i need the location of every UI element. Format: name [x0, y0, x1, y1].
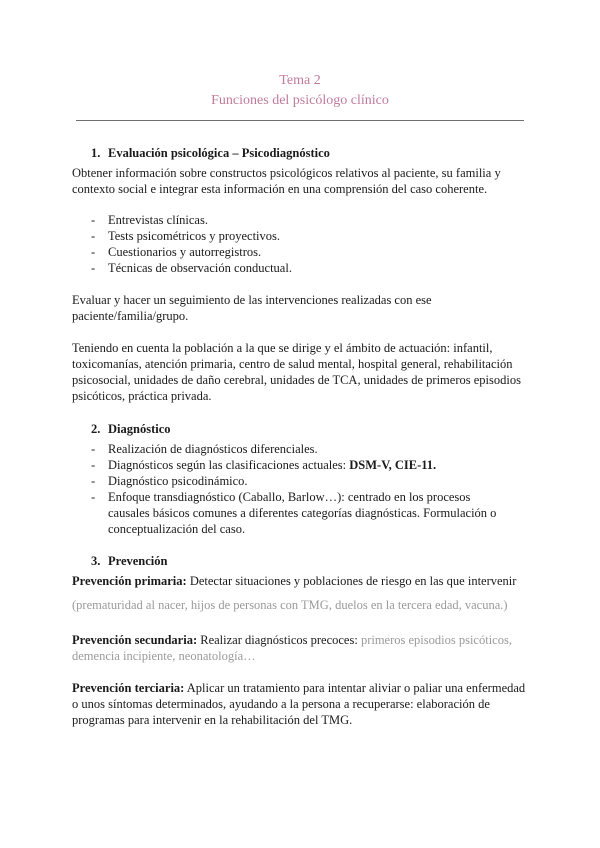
section-3-heading: [91, 553, 167, 569]
section-2-heading: [91, 421, 171, 437]
list-item: - Enfoque transdiagnóstico (Caballo, Barlow…): centrado en los procesos causales básicos comunes a diferentes categorías diagnósticas. Formulación o conceptualización del caso.: [91, 489, 511, 537]
evaluation-techniques-list: [91, 212, 511, 276]
diagnosis-list: [91, 441, 511, 537]
secondary-prevention-text: Realizar diagnósticos precoces:: [197, 633, 361, 647]
primary-prevention-examples: (prematuridad al nacer, hijos de personas con TMG, duelos en la tercera edad, vacuna.): [72, 598, 508, 612]
primary-prevention: [72, 573, 534, 589]
list-item: - Tests psicométricos y proyectivos.: [91, 228, 511, 244]
section-1-heading: [91, 145, 330, 161]
section-1-title: Evaluación psicológica – Psicodiagnóstico: [108, 146, 330, 160]
classifications-bold: DSM-V, CIE-11.: [349, 458, 437, 472]
section-3-title: Prevención: [108, 554, 168, 568]
list-item: - Cuestionarios y autorregistros.: [91, 244, 511, 260]
classifications-text: Diagnósticos según las clasificaciones actuales:: [108, 458, 350, 472]
document-title: [0, 71, 600, 111]
list-item: - Diagnóstico psicodinámico.: [91, 473, 511, 489]
section-3-number: 3.: [91, 554, 101, 568]
list-item: - Entrevistas clínicas.: [91, 212, 511, 228]
section-1-population: Teniendo en cuenta la población a la que se dirige y el ámbito de actuación: infantil, toxicomanías, atención primaria, centro de salud mental, hospital general, rehabilitación psicosocial, unidades de daño cerebral, unidades de TCA, unidades de primeros episodios psicóticos, práctica privada.: [72, 341, 521, 403]
list-item: - Realización de diagnósticos diferenciales.: [91, 441, 511, 457]
section-2-title: Diagnóstico: [108, 422, 171, 436]
topic-number: Tema 2: [279, 73, 321, 88]
section-2-number: 2.: [91, 422, 101, 436]
section-1-intro: Obtener información sobre constructos psicológicos relativos al paciente, su familia y contexto social e integrar esta información en una comprensión del caso coherente.: [72, 166, 501, 196]
primary-prevention-label: Prevención primaria:: [72, 574, 187, 588]
title-divider: [76, 120, 524, 121]
section-1-followup: Evaluar y hacer un seguimiento de las intervenciones realizadas con ese paciente/familia/grupo.: [72, 293, 432, 323]
secondary-prevention-label: Prevención secundaria:: [72, 633, 198, 647]
tertiary-prevention: [72, 680, 534, 728]
primary-prevention-text: Detectar situaciones y poblaciones de riesgo en las que intervenir: [186, 574, 517, 588]
tertiary-prevention-text: Aplicar un tratamiento para intentar aliviar o paliar una enfermedad o unos síntomas determinados, ayudando a la persona a recuperarse: elaboración de programas para intervenir en la rehabilitación del TMG.: [72, 681, 526, 727]
list-item: - Técnicas de observación conductual.: [91, 260, 511, 276]
topic-title: Funciones del psicólogo clínico: [211, 93, 389, 108]
secondary-prevention: [72, 632, 534, 664]
secondary-prevention-examples: primeros episodios psicóticos, demencia incipiente, neonatología…: [72, 633, 512, 663]
tertiary-prevention-label: Prevención terciaria:: [72, 681, 185, 695]
section-1-number: 1.: [91, 146, 101, 160]
list-item: [91, 457, 511, 473]
